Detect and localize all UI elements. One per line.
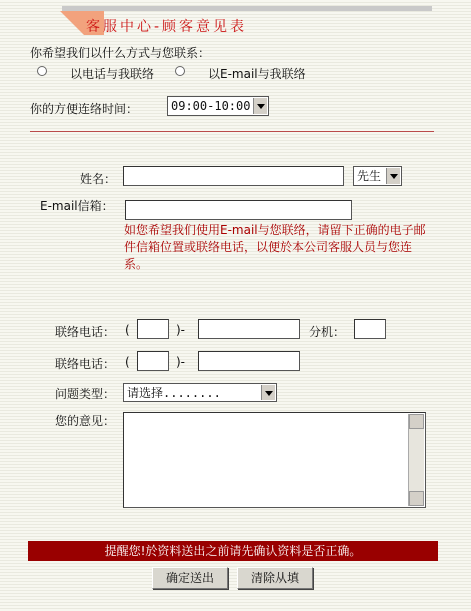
email-label: E-mail信箱： xyxy=(40,199,114,213)
radio-email[interactable] xyxy=(175,66,185,76)
contact-time-select[interactable] xyxy=(167,96,269,116)
issue-type-label: 问题类型： xyxy=(55,387,116,401)
opinion-textarea[interactable] xyxy=(123,412,426,508)
phone1-ext-input[interactable] xyxy=(354,319,386,339)
phone2-number-input[interactable] xyxy=(198,351,300,371)
name-label: 姓名： xyxy=(80,172,117,186)
header-tab-slant xyxy=(60,11,84,35)
phone1-label: 联络电话： xyxy=(55,325,116,339)
phone2-label: 联络电话： xyxy=(55,357,116,371)
phone2-open-paren: ( xyxy=(125,355,130,369)
phone2-close-paren: )- xyxy=(176,355,186,369)
phone1-close-paren: )- xyxy=(176,323,186,337)
submit-button[interactable]: 确定送出 xyxy=(152,567,228,589)
opinion-scrollbar[interactable] xyxy=(408,414,424,506)
opinion-label: 您的意见： xyxy=(55,414,116,428)
contact-time-value: 09:00-10:00 xyxy=(171,99,251,113)
radio-phone[interactable] xyxy=(37,66,47,76)
chevron-down-icon[interactable] xyxy=(261,385,275,400)
section-divider xyxy=(30,131,434,132)
scroll-down-icon[interactable] xyxy=(409,491,424,506)
phone1-open-paren: ( xyxy=(125,323,130,337)
warning-banner: 提醒您!於资料送出之前请先确认资料是否正确。 xyxy=(28,541,438,561)
phone1-ext-label: 分机： xyxy=(309,325,346,339)
header-top-line xyxy=(62,6,432,11)
phone2-area-code-input[interactable] xyxy=(137,351,169,371)
phone1-number-input[interactable] xyxy=(198,319,300,339)
radio-email-label: 以E-mail与我联络 xyxy=(208,67,306,81)
title-select[interactable] xyxy=(353,166,402,186)
page-title: 客服中心-顾客意见表 xyxy=(86,19,248,35)
contact-time-label: 你的方便连络时间： xyxy=(30,102,139,116)
title-value: 先生 xyxy=(357,169,382,183)
chevron-down-icon[interactable] xyxy=(386,168,400,184)
scroll-up-icon[interactable] xyxy=(409,414,424,429)
issue-type-value: 请选择........ xyxy=(127,386,221,400)
chevron-down-icon[interactable] xyxy=(253,98,267,114)
issue-type-select[interactable] xyxy=(123,383,277,402)
name-input[interactable] xyxy=(123,166,344,186)
email-note: 如您希望我们使用E-mail与您联络，请留下正确的电子邮件信箱位置或联络电话，以便於本公司客服人员与您连系。 xyxy=(124,223,426,271)
phone1-area-code-input[interactable] xyxy=(137,319,169,339)
email-input[interactable] xyxy=(125,200,352,220)
reset-button[interactable]: 清除从填 xyxy=(237,567,313,589)
radio-phone-label: 以电话与我联络 xyxy=(70,67,155,81)
contact-method-question: 你希望我们以什么方式与您联系： xyxy=(30,46,211,60)
